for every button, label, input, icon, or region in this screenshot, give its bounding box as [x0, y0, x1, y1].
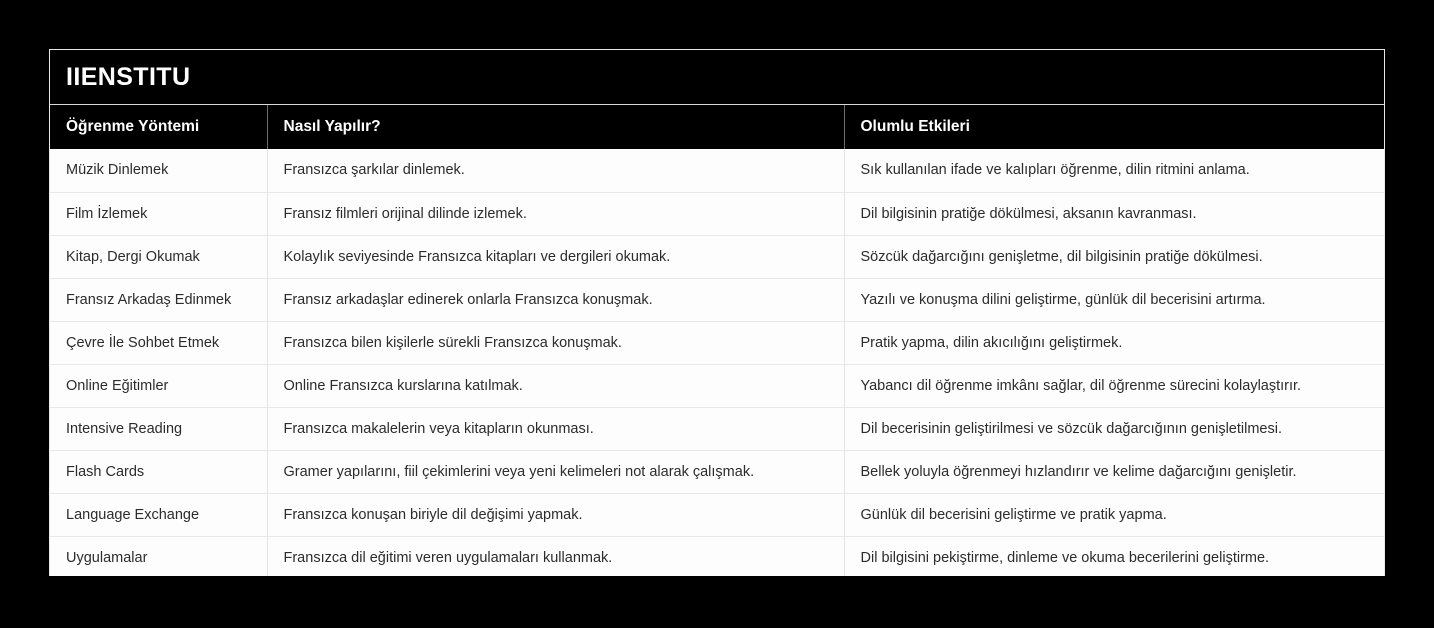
cell-method: Çevre İle Sohbet Etmek: [50, 321, 267, 364]
table-row: [50, 278, 1384, 321]
cell-method: Film İzlemek: [50, 192, 267, 235]
table-row: [50, 493, 1384, 536]
cell-how: Gramer yapılarını, fiil çekimlerini veya yeni kelimeleri not alarak çalışmak.: [267, 450, 844, 493]
cell-how: Online Fransızca kurslarına katılmak.: [267, 364, 844, 407]
cell-how: Fransız filmleri orijinal dilinde izlemek.: [267, 192, 844, 235]
cell-how: Kolaylık seviyesinde Fransızca kitapları ve dergileri okumak.: [267, 235, 844, 278]
cell-method: Fransız Arkadaş Edinmek: [50, 278, 267, 321]
cell-method: Müzik Dinlemek: [50, 149, 267, 192]
table-row: [50, 321, 1384, 364]
table-row: [50, 192, 1384, 235]
cell-effect: Sözcük dağarcığını genişletme, dil bilgisinin pratiğe dökülmesi.: [844, 235, 1384, 278]
cell-effect: Bellek yoluyla öğrenmeyi hızlandırır ve kelime dağarcığını genişletir.: [844, 450, 1384, 493]
cell-how: Fransızca bilen kişilerle sürekli Fransızca konuşmak.: [267, 321, 844, 364]
cell-effect: Dil bilgisini pekiştirme, dinleme ve okuma becerilerini geliştirme.: [844, 536, 1384, 576]
table-row: [50, 536, 1384, 576]
cell-method: Online Eğitimler: [50, 364, 267, 407]
cell-method: Flash Cards: [50, 450, 267, 493]
column-header-how: Nasıl Yapılır?: [267, 105, 844, 149]
cell-effect: Dil becerisinin geliştirilmesi ve sözcük dağarcığının genişletilmesi.: [844, 407, 1384, 450]
cell-how: Fransız arkadaşlar edinerek onlarla Fransızca konuşmak.: [267, 278, 844, 321]
cell-effect: Yabancı dil öğrenme imkânı sağlar, dil öğrenme sürecini kolaylaştırır.: [844, 364, 1384, 407]
table-row: [50, 407, 1384, 450]
table-row: [50, 364, 1384, 407]
table-header: [50, 105, 1384, 149]
cell-method: Kitap, Dergi Okumak: [50, 235, 267, 278]
cell-method: Intensive Reading: [50, 407, 267, 450]
column-header-effects: Olumlu Etkileri: [844, 105, 1384, 149]
cell-how: Fransızca şarkılar dinlemek.: [267, 149, 844, 192]
cell-effect: Günlük dil becerisini geliştirme ve pratik yapma.: [844, 493, 1384, 536]
cell-effect: Dil bilgisinin pratiğe dökülmesi, aksanın kavranması.: [844, 192, 1384, 235]
cell-effect: Sık kullanılan ifade ve kalıpları öğrenme, dilin ritmini anlama.: [844, 149, 1384, 192]
cell-how: Fransızca konuşan biriyle dil değişimi yapmak.: [267, 493, 844, 536]
table-row: [50, 450, 1384, 493]
column-header-method: Öğrenme Yöntemi: [50, 105, 267, 149]
cell-effect: Pratik yapma, dilin akıcılığını geliştirmek.: [844, 321, 1384, 364]
cell-effect: Yazılı ve konuşma dilini geliştirme, günlük dil becerisini artırma.: [844, 278, 1384, 321]
cell-method: Uygulamalar: [50, 536, 267, 576]
table-row: [50, 149, 1384, 192]
cell-how: Fransızca dil eğitimi veren uygulamaları kullanmak.: [267, 536, 844, 576]
table-header-row: [50, 105, 1384, 149]
learning-methods-table: [50, 105, 1384, 576]
table-body: [50, 149, 1384, 576]
info-table-card: [49, 49, 1385, 576]
table-row: [50, 235, 1384, 278]
brand-bar: [50, 50, 1384, 105]
cell-how: Fransızca makalelerin veya kitapların okunması.: [267, 407, 844, 450]
cell-method: Language Exchange: [50, 493, 267, 536]
brand-logo: IIENSTITU: [66, 62, 191, 91]
